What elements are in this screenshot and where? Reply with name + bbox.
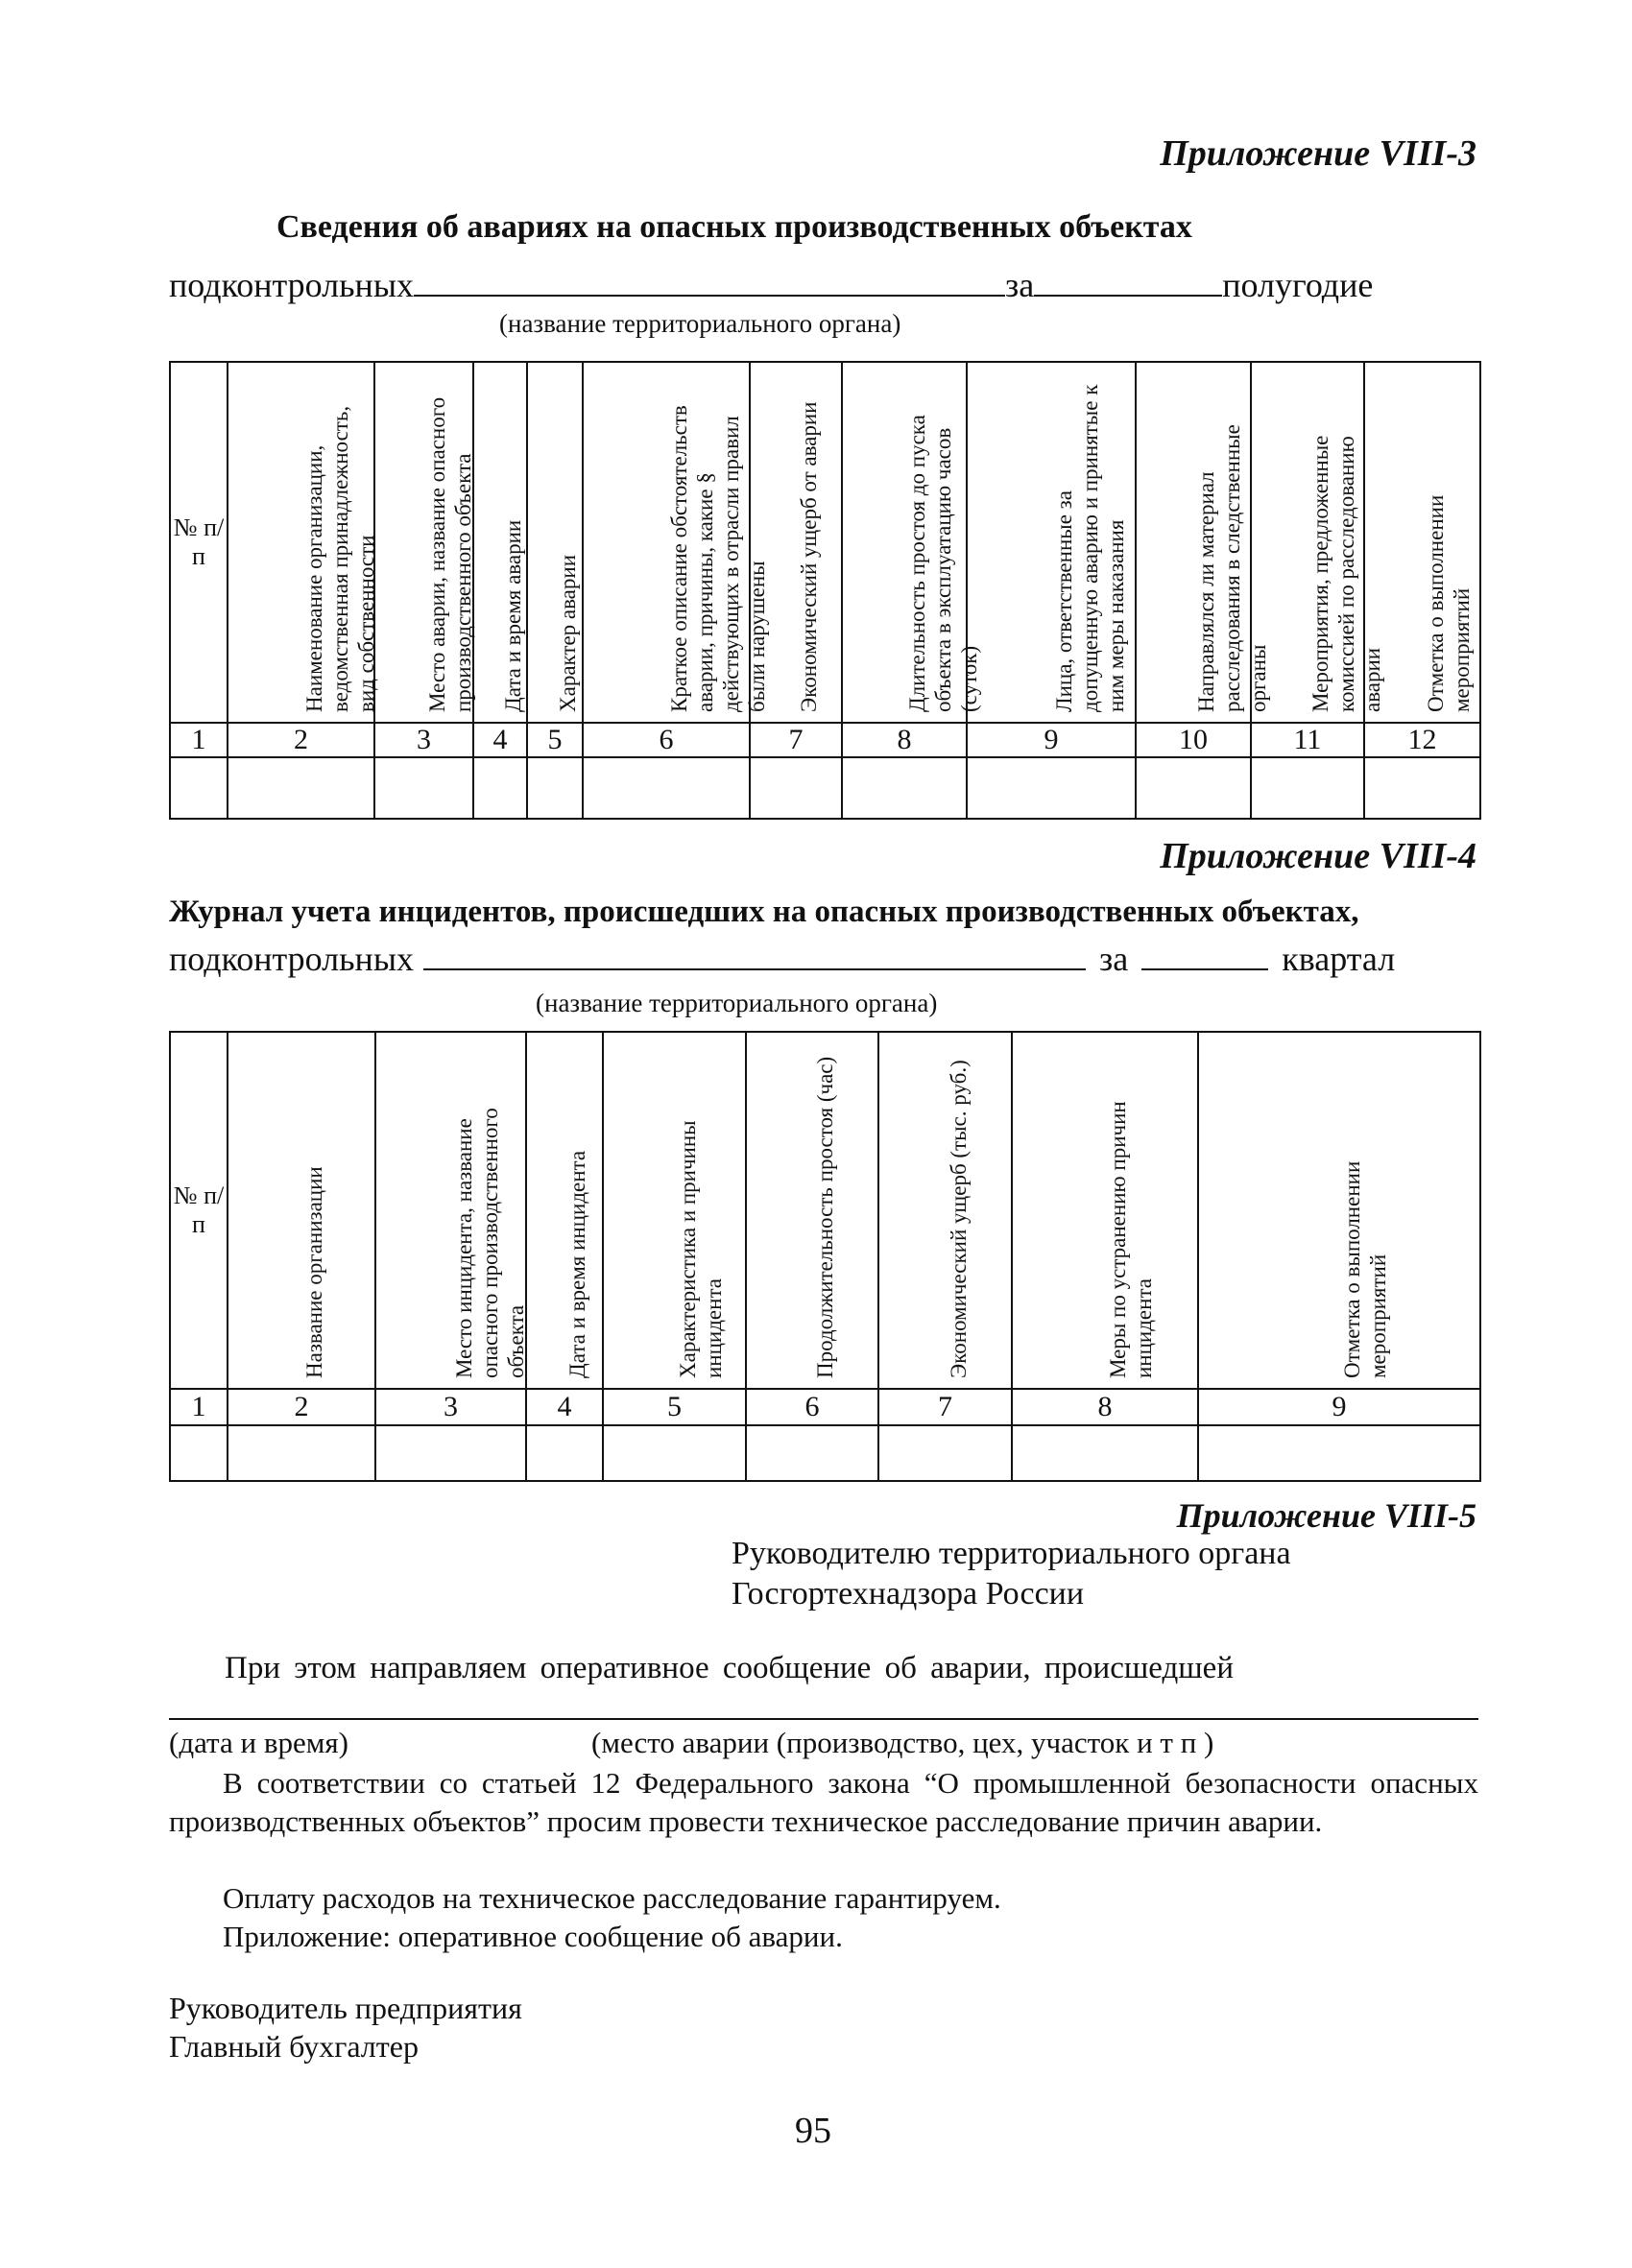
organ-name-caption-1: (название территориального органа) — [499, 309, 901, 338]
col-number: 6 — [583, 723, 750, 757]
col-number: 12 — [1364, 723, 1480, 757]
appendix-label-viii-3: Приложение VIII-3 — [1160, 133, 1476, 174]
empty-cell[interactable] — [878, 1425, 1012, 1481]
field-caption-date: (дата и время) — [169, 1726, 348, 1759]
col-number: 8 — [1012, 1389, 1198, 1425]
appendix-label-viii-5: Приложение VIII-5 — [1176, 1496, 1476, 1535]
col-number: 5 — [527, 723, 583, 757]
header-no-label: № п/п — [173, 1182, 225, 1238]
header-responsible-label: Лица, ответственные за допущенную аварию и принятые к ним меры наказания — [1052, 384, 1128, 712]
accidents-table — [169, 361, 1481, 820]
header-completion — [1364, 362, 1480, 723]
empty-cell[interactable] — [375, 1425, 526, 1481]
empty-cell[interactable] — [170, 1425, 228, 1481]
header-date — [526, 1032, 603, 1389]
column-number-row — [170, 723, 1480, 757]
col-number: 8 — [842, 723, 967, 757]
appendix-label-viii-4: Приложение VIII-4 — [1160, 836, 1476, 876]
signature-accountant: Главный бухгалтер — [169, 2029, 419, 2064]
empty-cell[interactable] — [967, 757, 1136, 819]
signature-director: Руководитель предприятия — [169, 1991, 522, 2025]
header-date-label: Дата и время инцидента — [565, 1150, 589, 1378]
col-number: 6 — [746, 1389, 878, 1425]
form-title-accidents: Сведения об авариях на опасных производственных объектах — [276, 209, 1192, 245]
header-character — [527, 362, 583, 723]
empty-cell[interactable] — [228, 757, 374, 819]
payment-paragraph — [169, 1879, 1478, 1918]
header-downtime-label: Продолжительность простоя (час) — [813, 1056, 837, 1378]
header-completion-label: Отметка о выполнении мероприятий — [1340, 1160, 1390, 1378]
col-number: 1 — [170, 723, 228, 757]
request-paragraph-text: В соответствии со статьей 12 Федерального закона “О промышленной безопасности опасных производственных объектов” просим провести техническое расследование причин аварии. — [169, 1766, 1478, 1838]
header-characteristics-label: Характеристика и причины инцидента — [675, 1120, 726, 1378]
empty-cell[interactable] — [527, 757, 583, 819]
header-responsible — [967, 362, 1136, 723]
header-place-label: Место инцидента, название опасного производственного объекта — [451, 1108, 528, 1378]
empty-cell[interactable] — [1136, 757, 1251, 819]
header-description-label: Краткое описание обстоятельств аварии, причины, какие § действующих в отрасли правил были нарушены — [667, 405, 769, 712]
empty-cell[interactable] — [473, 757, 527, 819]
header-place — [375, 1032, 526, 1389]
empty-cell[interactable] — [583, 757, 750, 819]
empty-cell[interactable] — [842, 757, 967, 819]
line-mid: за — [1099, 940, 1129, 978]
header-organization — [228, 1032, 375, 1389]
line-suffix: квартал — [1282, 940, 1396, 978]
field-caption-place: (место аварии (производство, цех, участок и т п ) — [591, 1726, 1214, 1759]
header-date-label: Дата и время аварии — [501, 519, 525, 712]
intro-sentence: При этом направляем оперативное сообщение об аварии, происшедшей — [225, 1651, 1234, 1685]
col-number: 7 — [750, 723, 842, 757]
attachment-paragraph-text: Приложение: оперативное сообщение об аварии. — [223, 1920, 843, 1953]
territorial-organ-line-1 — [169, 265, 1373, 305]
empty-cell[interactable] — [526, 1425, 603, 1481]
empty-data-row — [170, 757, 1480, 819]
col-number: 2 — [228, 723, 374, 757]
col-number: 9 — [967, 723, 1136, 757]
page-number: 95 — [795, 2111, 831, 2151]
territorial-organ-line-2 — [169, 939, 1395, 979]
header-measures-label: Меры по устранению причин инцидента — [1106, 1101, 1156, 1378]
header-damage — [750, 362, 842, 723]
col-number: 4 — [473, 723, 527, 757]
addressee-line-2: Госгортехнадзора России — [732, 1576, 1085, 1611]
col-number: 1 — [170, 1389, 228, 1425]
organ-name-caption-2: (название территориального органа) — [536, 989, 938, 1017]
col-number: 5 — [603, 1389, 746, 1425]
header-organization — [228, 362, 378, 723]
header-row — [170, 1032, 1480, 1389]
empty-cell[interactable] — [746, 1425, 878, 1481]
request-paragraph — [169, 1764, 1478, 1841]
empty-cell[interactable] — [170, 757, 228, 819]
header-organization-label: Название организации — [302, 1166, 326, 1378]
period-blank — [1141, 940, 1268, 970]
empty-cell[interactable] — [750, 757, 842, 819]
header-organization-label: Наименование организации, ведомственная принадлежность, вид собственности — [301, 405, 378, 712]
organ-name-blank — [414, 266, 1005, 297]
empty-cell[interactable] — [228, 1425, 375, 1481]
line-prefix: подконтрольных — [169, 266, 415, 304]
empty-cell[interactable] — [1364, 757, 1480, 819]
empty-cell[interactable] — [603, 1425, 746, 1481]
empty-data-row — [170, 1425, 1480, 1481]
col-number: 3 — [375, 1389, 526, 1425]
payment-paragraph-text: Оплату расходов на техническое расследование гарантируем. — [223, 1881, 1001, 1915]
organ-name-blank — [423, 940, 1086, 970]
header-place — [374, 362, 473, 723]
fill-in-line — [169, 1718, 1478, 1720]
line-suffix: полугодие — [1222, 266, 1374, 304]
header-measures — [1251, 362, 1384, 723]
attachment-paragraph — [169, 1918, 1478, 1956]
header-measures-label: Мероприятия, предложенные комиссией по расследованию аварии — [1308, 435, 1384, 712]
line-mid: за — [1005, 266, 1035, 304]
header-damage-label: Экономический ущерб от аварии — [797, 401, 821, 712]
empty-cell[interactable] — [374, 757, 473, 819]
header-damage — [878, 1032, 1012, 1389]
column-number-row — [170, 1389, 1480, 1425]
header-downtime — [746, 1032, 878, 1389]
col-number: 7 — [878, 1389, 1012, 1425]
form-title-incidents: Журнал учета инцидентов, происшедших на опасных производственных объектах, — [169, 895, 1359, 929]
empty-cell[interactable] — [1012, 1425, 1198, 1481]
header-description — [583, 362, 769, 723]
empty-cell[interactable] — [1198, 1425, 1480, 1481]
header-row — [170, 362, 1480, 723]
header-no — [170, 1032, 228, 1389]
header-damage-label: Экономический ущерб (тыс. руб.) — [946, 1060, 971, 1378]
header-completion-label: Отметка о выполнении мероприятий — [1423, 494, 1474, 712]
incidents-table — [169, 1031, 1481, 1482]
header-character-label: Характер аварии — [556, 555, 580, 712]
period-blank — [1034, 266, 1222, 297]
header-no-label: № п/п — [173, 513, 225, 570]
header-no — [170, 362, 228, 723]
col-number: 2 — [228, 1389, 375, 1425]
col-number: 3 — [374, 723, 473, 757]
header-place-label: Место аварии, название опасного производственного объекта — [424, 396, 475, 712]
header-completion — [1198, 1032, 1480, 1389]
col-number: 4 — [526, 1389, 603, 1425]
header-downtime — [842, 362, 981, 723]
line-prefix: подконтрольных — [169, 940, 415, 978]
col-number: 9 — [1198, 1389, 1480, 1425]
header-characteristics — [603, 1032, 746, 1389]
header-date — [473, 362, 527, 723]
col-number: 11 — [1251, 723, 1364, 757]
empty-cell[interactable] — [1251, 757, 1364, 819]
header-measures — [1012, 1032, 1198, 1389]
header-investigation-label: Направлялся ли материал расследования в следственные органы — [1194, 424, 1270, 712]
header-investigation — [1136, 362, 1270, 723]
header-downtime-label: Длительность простоя до пуска объекта в эксплуатацию часов (суток) — [905, 415, 981, 712]
col-number: 10 — [1136, 723, 1251, 757]
addressee-line-1: Руководителю территориального органа — [732, 1536, 1291, 1571]
